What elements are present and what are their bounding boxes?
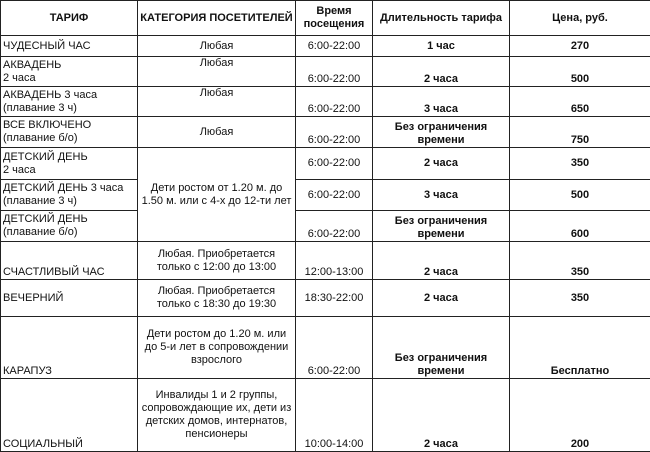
header-row bbox=[1, 1, 650, 36]
duration-cell: Без ограничения времени bbox=[373, 317, 510, 379]
tariff-cell bbox=[1, 57, 138, 87]
duration-cell: 2 часа bbox=[373, 148, 510, 180]
duration-cell: Без ограничения времени bbox=[373, 211, 510, 242]
price-cell: 750 bbox=[510, 117, 650, 148]
duration-cell: 2 часа bbox=[373, 280, 510, 317]
header-price: Цена, руб. bbox=[510, 1, 650, 36]
table-row bbox=[1, 180, 650, 211]
table-row bbox=[1, 317, 650, 379]
time-cell: 6:00-22:00 bbox=[296, 117, 373, 148]
time-cell: 6:00-22:00 bbox=[296, 87, 373, 117]
tariff-name: ЧУДЕСНЫЙ ЧАС bbox=[3, 40, 91, 52]
table-row bbox=[1, 36, 650, 57]
price-cell: 650 bbox=[510, 87, 650, 117]
tariff-subtitle: (плавание б/о) bbox=[3, 226, 135, 239]
table-row bbox=[1, 57, 650, 87]
tariff-cell bbox=[1, 180, 138, 211]
category-cell: Дети ростом от 1.20 м. до 1.50 м. или с 4-х до 12-ти лет bbox=[138, 148, 296, 242]
tariff-name: СОЦИАЛЬНЫЙ bbox=[3, 438, 83, 450]
tariff-name: ДЕТСКИЙ ДЕНЬ 3 часа bbox=[3, 182, 135, 195]
tariff-subtitle: 2 часа bbox=[3, 164, 135, 177]
time-cell: 10:00-14:00 bbox=[296, 379, 373, 452]
duration-cell: 2 часа bbox=[373, 379, 510, 452]
tariff-name: ДЕТСКИЙ ДЕНЬ bbox=[3, 213, 135, 226]
tariff-name: ВЕЧЕРНИЙ bbox=[3, 292, 63, 304]
category-cell: Инвалиды 1 и 2 группы, сопровождающие их, дети из детских домов, интернатов, пенсионеры bbox=[138, 379, 296, 452]
tariff-subtitle: 2 часа bbox=[3, 72, 135, 85]
tariff-subtitle: (плавание 3 ч) bbox=[3, 102, 135, 115]
price-cell: 200 bbox=[510, 379, 650, 452]
tariff-subtitle: (плавание б/о) bbox=[3, 132, 135, 145]
category-cell: Любая. Приобретается только с 18:30 до 19:30 bbox=[138, 280, 296, 317]
tariff-cell bbox=[1, 148, 138, 180]
time-cell: 6:00-22:00 bbox=[296, 148, 373, 180]
price-cell: 350 bbox=[510, 242, 650, 280]
tariff-name: АКВАДЕНЬ bbox=[3, 59, 135, 72]
table-row bbox=[1, 117, 650, 148]
header-category: КАТЕГОРИЯ ПОСЕТИТЕЛЕЙ bbox=[138, 1, 296, 36]
time-cell: 6:00-22:00 bbox=[296, 211, 373, 242]
table-row bbox=[1, 211, 650, 242]
category-cell: Дети ростом до 1.20 м. или до 5-и лет в сопровождении взрослого bbox=[138, 317, 296, 379]
header-duration: Длительность тарифа bbox=[373, 1, 510, 36]
tariff-subtitle: (плавание 3 ч) bbox=[3, 195, 135, 208]
tariff-cell bbox=[1, 280, 138, 317]
tariff-name: СЧАСТЛИВЫЙ ЧАС bbox=[3, 266, 105, 278]
time-cell: 6:00-22:00 bbox=[296, 57, 373, 87]
price-cell: 500 bbox=[510, 180, 650, 211]
tariff-cell bbox=[1, 211, 138, 242]
time-cell: 18:30-22:00 bbox=[296, 280, 373, 317]
header-time-line2: посещения bbox=[298, 18, 370, 31]
price-cell: 500 bbox=[510, 57, 650, 87]
price-cell: 600 bbox=[510, 211, 650, 242]
duration-cell: 2 часа bbox=[373, 57, 510, 87]
tariff-cell bbox=[1, 87, 138, 117]
tariff-name: КАРАПУЗ bbox=[3, 365, 52, 377]
duration-cell: 3 часа bbox=[373, 180, 510, 211]
category-cell: Любая bbox=[138, 87, 296, 117]
tariff-name: ДЕТСКИЙ ДЕНЬ bbox=[3, 151, 135, 164]
price-cell: 350 bbox=[510, 148, 650, 180]
tariff-cell bbox=[1, 36, 138, 57]
tariff-name: ВСЕ ВКЛЮЧЕНО bbox=[3, 119, 135, 132]
header-tariff: ТАРИФ bbox=[1, 1, 138, 36]
time-cell: 6:00-22:00 bbox=[296, 317, 373, 379]
duration-cell: 2 часа bbox=[373, 242, 510, 280]
price-cell: 270 bbox=[510, 36, 650, 57]
category-cell: Любая bbox=[138, 57, 296, 87]
table-row bbox=[1, 87, 650, 117]
header-time-line1: Время bbox=[298, 5, 370, 18]
time-cell: 12:00-13:00 bbox=[296, 242, 373, 280]
table-row bbox=[1, 242, 650, 280]
table-row bbox=[1, 280, 650, 317]
price-cell: Бесплатно bbox=[510, 317, 650, 379]
duration-cell: 3 часа bbox=[373, 87, 510, 117]
tariff-name: АКВАДЕНЬ 3 часа bbox=[3, 89, 135, 102]
table-row bbox=[1, 379, 650, 452]
price-cell: 350 bbox=[510, 280, 650, 317]
duration-cell: Без ограничения времени bbox=[373, 117, 510, 148]
tariff-cell bbox=[1, 317, 138, 379]
category-cell: Любая bbox=[138, 117, 296, 148]
category-cell: Любая bbox=[138, 36, 296, 57]
time-cell: 6:00-22:00 bbox=[296, 36, 373, 57]
category-cell: Любая. Приобретается только с 12:00 до 13:00 bbox=[138, 242, 296, 280]
tariff-cell bbox=[1, 379, 138, 452]
header-time bbox=[296, 1, 373, 36]
tariff-cell bbox=[1, 117, 138, 148]
time-cell: 6:00-22:00 bbox=[296, 180, 373, 211]
tariff-cell bbox=[1, 242, 138, 280]
duration-cell: 1 час bbox=[373, 36, 510, 57]
table-row bbox=[1, 148, 650, 180]
